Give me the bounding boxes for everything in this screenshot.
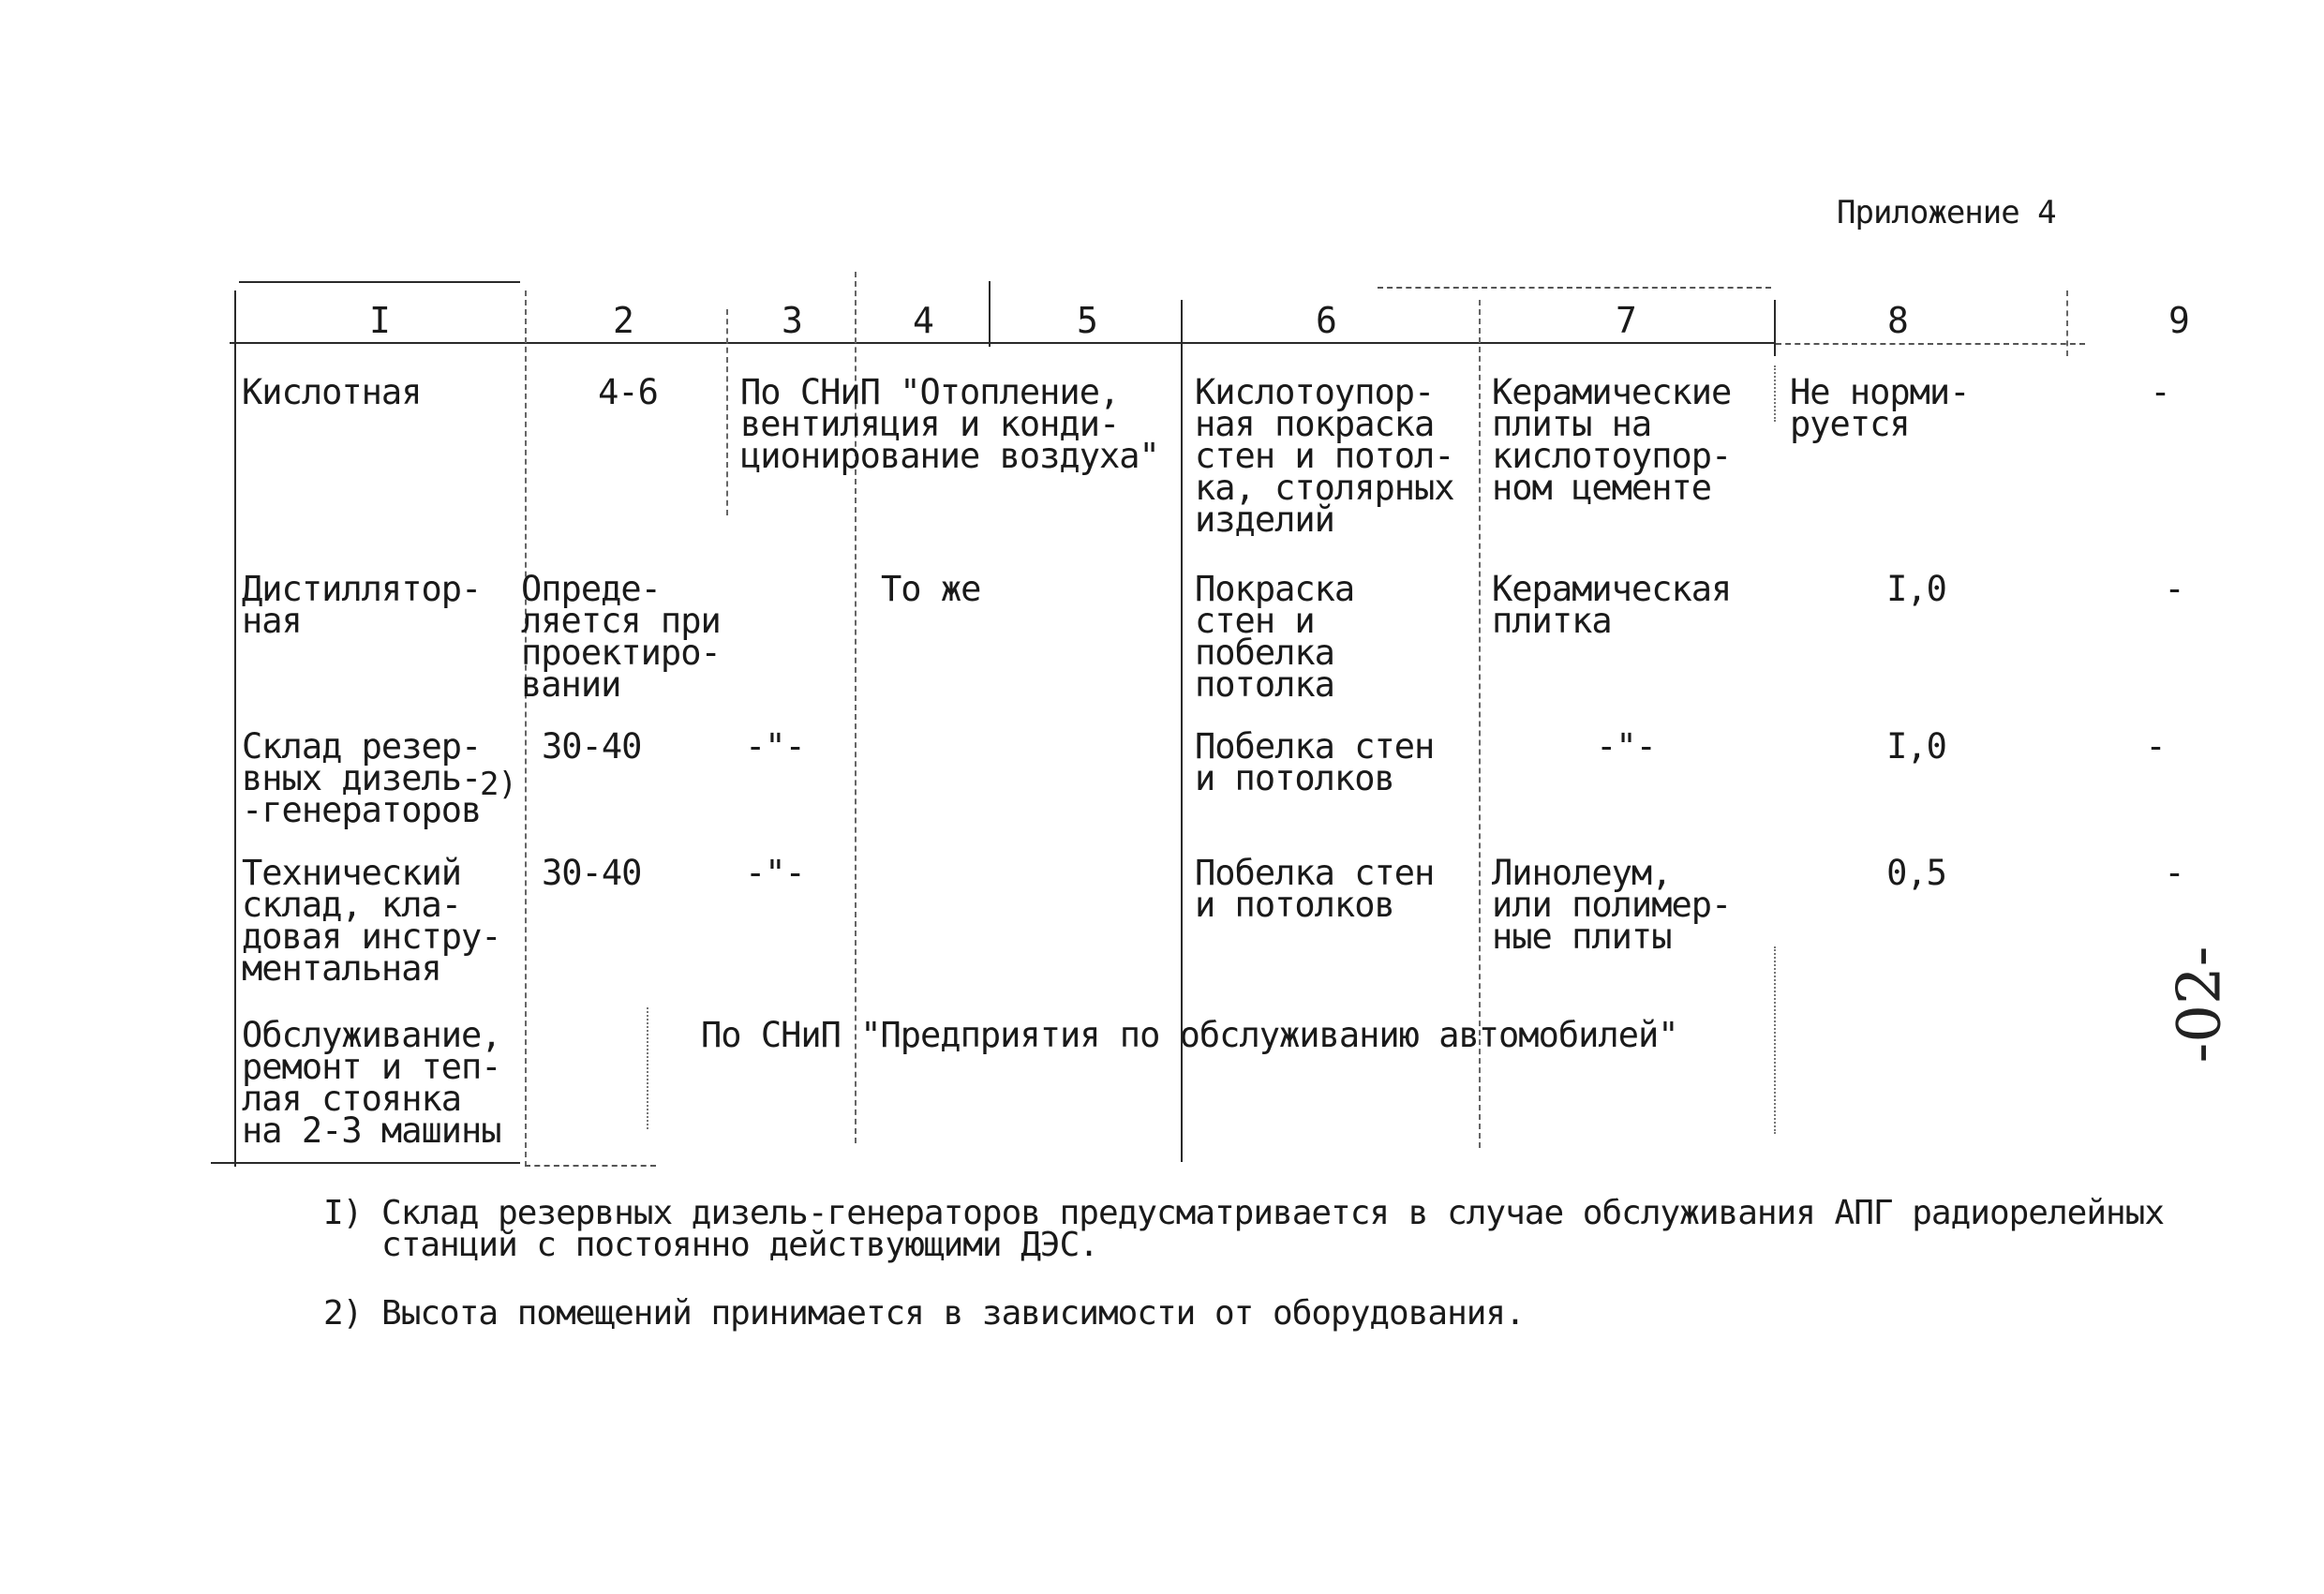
row5-col1: Обслуживание, ремонт и теп- лая стоянка на 2-3 машины <box>242 1015 501 1151</box>
column-number-7: 7 <box>1616 300 1636 341</box>
row3-col8: I,0 <box>1886 726 1946 767</box>
column-rule-5 <box>989 281 991 347</box>
column-number-1: I <box>369 300 390 341</box>
row3-col1-footnote-mark: 2) <box>480 766 516 803</box>
footnote-2: 2) Высота помещений принимается в зависимости от оборудования. <box>323 1294 1525 1333</box>
column-rule-8-top <box>1774 300 1776 356</box>
column-rule-8-bottom <box>1774 946 1776 1134</box>
row1-col2: 4-6 <box>598 372 658 412</box>
row3-col6: Побелка стен и потолков <box>1195 726 1435 798</box>
table-bottom-line <box>211 1162 520 1164</box>
row1-col8: Не норми- руется <box>1790 372 1970 444</box>
row4-col1: Технический склад, кла- довая инстру- ментальная <box>242 853 501 989</box>
row2-col7: Керамическая плитка <box>1492 569 1732 641</box>
table-bottom-line-dashed <box>525 1165 656 1167</box>
page-mark: -02- <box>2165 946 2235 1064</box>
column-number-2: 2 <box>613 300 633 341</box>
column-rule-2 <box>525 290 527 1167</box>
row1-col9: - <box>2150 372 2170 412</box>
column-rule-3 <box>726 309 728 515</box>
row3-col1: Склад резер- вных дизель- -генераторов <box>242 726 482 830</box>
row2-col8: I,0 <box>1886 569 1946 609</box>
column-rule-9 <box>2066 290 2068 356</box>
header-top-line <box>239 281 520 283</box>
header-bottom-line-dashed <box>1776 343 2085 345</box>
column-rule-8-mid <box>1774 365 1776 422</box>
column-number-6: 6 <box>1316 300 1336 341</box>
row3-col9: - <box>2145 726 2166 767</box>
footnote-1: I) Склад резервных дизель-генераторов предусматривается в случае обслуживания АПГ радиорелейных станций с постоянно действующими ДЭС. <box>323 1194 2165 1264</box>
row1-col1: Кислотная <box>242 372 422 412</box>
row3-col3: -"- <box>745 726 805 767</box>
row1-col7: Керамические плиты на кислотоупор- ном цементе <box>1492 372 1732 508</box>
row2-col4: То же <box>881 569 981 609</box>
row4-col8: 0,5 <box>1886 853 1946 893</box>
row2-col1: Дистиллятор- ная <box>242 569 482 641</box>
row5-dotted-rule <box>647 1007 648 1129</box>
row4-col6: Побелка стен и потолков <box>1195 853 1435 925</box>
appendix-label: Приложение 4 <box>1837 194 2056 231</box>
row4-col2: 30-40 <box>542 853 642 893</box>
row4-col9: - <box>2164 853 2184 893</box>
column-rule-1 <box>234 290 236 1167</box>
column-number-3: 3 <box>782 300 802 341</box>
header-top-line-dashed <box>1378 287 1771 289</box>
row2-col2: Опреде- ляется при проектиро- вании <box>521 569 721 705</box>
column-number-4: 4 <box>913 300 933 341</box>
row4-col3: -"- <box>745 853 805 893</box>
row1-col3-5: По СНиП "Отопление, вентиляция и конди- ционирование воздуха" <box>740 372 1159 476</box>
row3-col2: 30-40 <box>542 726 642 767</box>
row4-col7: Линолеум, или полимер- ные плиты <box>1492 853 1732 957</box>
column-number-8: 8 <box>1887 300 1908 341</box>
row3-col7: -"- <box>1596 726 1656 767</box>
row2-col9: - <box>2164 569 2184 609</box>
row2-col6: Покраска стен и побелка потолка <box>1195 569 1355 705</box>
row5-span-text: По СНиП "Предприятия по обслуживанию автомобилей" <box>701 1015 1678 1055</box>
row1-col6: Кислотоупор- ная покраска стен и потол- ка, столярных изделий <box>1195 372 1454 540</box>
header-bottom-line <box>230 342 1776 344</box>
column-number-9: 9 <box>2168 300 2189 341</box>
column-number-5: 5 <box>1077 300 1097 341</box>
